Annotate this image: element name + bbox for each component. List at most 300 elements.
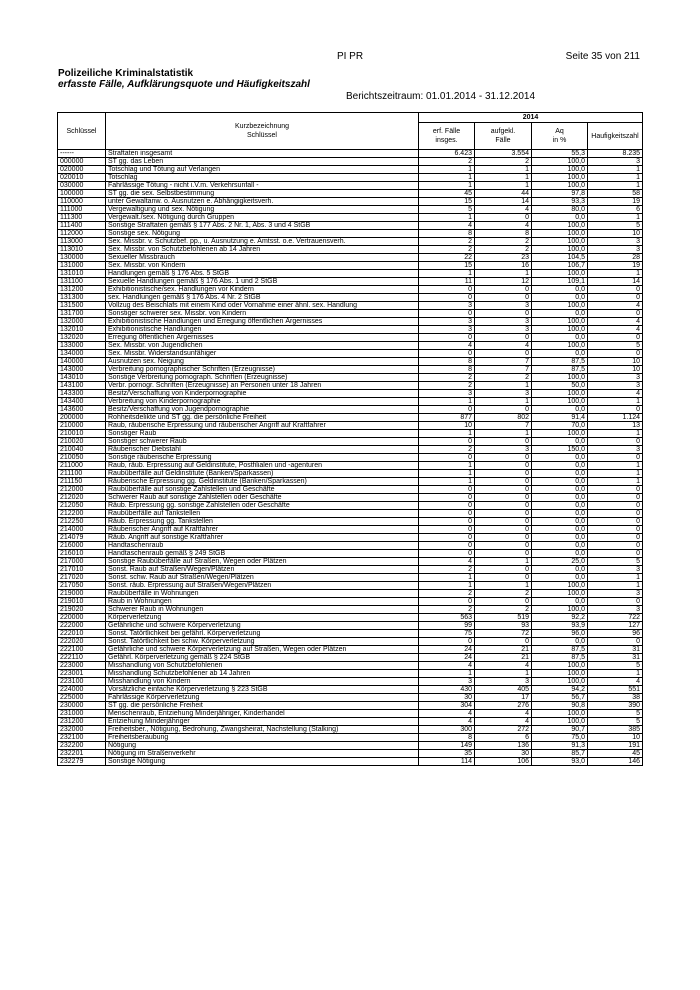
cell-description: Raubüberfälle auf sonstige Zahlstellen und Geschäfte [106,486,419,494]
cell-solved: 0 [475,550,532,558]
cell-frequency: 1.124 [588,414,643,422]
cell-frequency: 1 [588,574,643,582]
cell-description: Räuberische Erpressung gg. Geldinstitute (Banken/Sparkassen) [106,478,419,486]
cell-aq: 100,0 [532,158,588,166]
cell-description: Misshandlung Schutzbefohlener ab 14 Jahren [106,670,419,678]
cell-aq: 0,0 [532,542,588,550]
cell-description: Verbreitung pornographischer Schriften (Erzeugnisse) [106,366,419,374]
cell-description: Sonst. schw. Raub auf Straßen/Wegen/Plätzen [106,574,419,582]
cell-cases: 4 [419,710,475,718]
cell-aq: 100,0 [532,222,588,230]
cell-cases: 15 [419,262,475,270]
table-row [58,702,643,710]
table-row [58,510,643,518]
cell-cases: 75 [419,630,475,638]
cell-cases: 0 [419,598,475,606]
cell-aq: 100,0 [532,662,588,670]
cell-key: 222110 [58,654,106,662]
cell-cases: 0 [419,334,475,342]
cell-description: Freiheitsber., Nötigung, Bedrohung, Zwangsheirat, Nachstellung (Stalking) [106,726,419,734]
cell-key: 143000 [58,366,106,374]
cell-aq: 100,0 [532,606,588,614]
cell-key: 112000 [58,230,106,238]
cell-frequency: 10 [588,366,643,374]
cell-solved: 3 [475,326,532,334]
cell-solved: 1 [475,398,532,406]
cell-solved: 7 [475,358,532,366]
cell-frequency: 3 [588,382,643,390]
cell-description: Menschenraub, Entziehung Minderjähriger, Kinderhandel [106,710,419,718]
table-row [58,334,643,342]
cell-key: 140000 [58,358,106,366]
table-row [58,478,643,486]
cell-aq: 100,0 [532,238,588,246]
cell-frequency: 0 [588,454,643,462]
cell-aq: 87,5 [532,358,588,366]
cell-key: 232200 [58,742,106,750]
cell-description: Sex. Missbr. v. Schutzbef. pp., u. Ausnutzung e. Amtsst. o.e. Vertrauensverh. [106,238,419,246]
cell-description: Sonst. Tatörtlichkeit bei schw. Körperverletzung [106,638,419,646]
cell-cases: 3 [419,390,475,398]
cell-frequency: 146 [588,758,643,766]
cell-aq: 0,0 [532,310,588,318]
cell-cases: 1 [419,478,475,486]
cell-key: 222100 [58,646,106,654]
cell-solved: 1 [475,166,532,174]
cell-key: 222010 [58,630,106,638]
cell-cases: 0 [419,550,475,558]
cell-aq: 94,2 [532,686,588,694]
cell-frequency: 390 [588,702,643,710]
table-row [58,518,643,526]
cell-key: 216010 [58,550,106,558]
cell-key: ------ [58,150,106,158]
cell-cases: 0 [419,486,475,494]
cell-solved: 4 [475,206,532,214]
cell-aq: 0,0 [532,526,588,534]
table-row [58,590,643,598]
cell-key: 219010 [58,598,106,606]
cell-solved: 12 [475,278,532,286]
cell-description: Vergewaltigung und sex. Nötigung [106,206,419,214]
cell-cases: 3 [419,326,475,334]
table-row [58,230,643,238]
cell-frequency: 5 [588,718,643,726]
cell-frequency: 0 [588,350,643,358]
cell-key: 134000 [58,350,106,358]
cell-solved: 1 [475,182,532,190]
cell-key: 214079 [58,534,106,542]
cell-key: 132020 [58,334,106,342]
cell-aq: 100,0 [532,342,588,350]
cell-frequency: 385 [588,726,643,734]
cell-cases: 24 [419,654,475,662]
cell-description: Schwerer Raub auf sonstige Zahlstellen oder Geschäfte [106,494,419,502]
cell-frequency: 0 [588,518,643,526]
table-row [58,382,643,390]
table-row [58,630,643,638]
cell-aq: 0,0 [532,502,588,510]
cell-solved: 0 [475,486,532,494]
cell-description: Freiheitsberaubung [106,734,419,742]
cell-aq: 70,0 [532,422,588,430]
table-row [58,726,643,734]
cell-key: 210010 [58,430,106,438]
table-row [58,286,643,294]
cell-solved: 0 [475,310,532,318]
cell-frequency: 5 [588,222,643,230]
table-row [58,150,643,158]
cell-aq: 0,0 [532,294,588,302]
cell-cases: 0 [419,454,475,462]
cell-description: Sex. Missbr. von Kindern [106,262,419,270]
cell-aq: 91,4 [532,414,588,422]
cell-solved: 1 [475,382,532,390]
table-row [58,734,643,742]
table-row [58,686,643,694]
cell-key: 223000 [58,662,106,670]
cell-solved: 0 [475,286,532,294]
table-row [58,182,643,190]
cell-solved: 0 [475,350,532,358]
cell-aq: 100,0 [532,718,588,726]
cell-key: 143300 [58,390,106,398]
cell-aq: 100,0 [532,390,588,398]
cell-solved: 0 [475,566,532,574]
cell-key: 130000 [58,254,106,262]
cell-description: ST gg. die persönliche Freiheit [106,702,419,710]
cell-description: Besitz/Verschaffung von Kinderpornographie [106,390,419,398]
cell-aq: 75,0 [532,734,588,742]
cell-solved: 0 [475,598,532,606]
cell-cases: 0 [419,286,475,294]
cell-frequency: 5 [588,662,643,670]
cell-solved: 405 [475,686,532,694]
cell-aq: 0,0 [532,462,588,470]
cell-aq: 0,0 [532,286,588,294]
cell-solved: 3 [475,302,532,310]
cell-frequency: 1 [588,470,643,478]
cell-frequency: 4 [588,302,643,310]
cell-cases: 8 [419,230,475,238]
cell-key: 131010 [58,270,106,278]
table-row [58,294,643,302]
table-row [58,694,643,702]
cell-description: Totschlag und Tötung auf Verlangen [106,166,419,174]
cell-frequency: 31 [588,654,643,662]
cell-cases: 1 [419,462,475,470]
cell-solved: 4 [475,662,532,670]
cell-cases: 300 [419,726,475,734]
cell-frequency: 19 [588,262,643,270]
cell-key: 217020 [58,574,106,582]
cell-description: Misshandlung von Kindern [106,678,419,686]
cell-frequency: 0 [588,526,643,534]
cell-frequency: 3 [588,158,643,166]
cell-solved: 0 [475,510,532,518]
report-period: Berichtszeitraum: 01.01.2014 - 31.12.2014 [346,91,536,102]
cell-frequency: 0 [588,550,643,558]
cell-solved: 3 [475,390,532,398]
cell-solved: 1 [475,270,532,278]
cell-frequency: 4 [588,390,643,398]
table-row [58,262,643,270]
cell-key: 143010 [58,374,106,382]
cell-key: 110000 [58,198,106,206]
cell-frequency: 1 [588,582,643,590]
cell-description: Ausnutzen sex. Neigung [106,358,419,366]
cell-solved: 0 [475,406,532,414]
cell-aq: 100,0 [532,678,588,686]
cell-aq: 97,8 [532,190,588,198]
table-row [58,662,643,670]
cell-key: 231000 [58,710,106,718]
cell-key: 220000 [58,614,106,622]
cell-key: 200000 [58,414,106,422]
cell-aq: 56,7 [532,694,588,702]
cell-description: Sonst. räub. Erpressung auf Straßen/Wegen/Plätzen [106,582,419,590]
table-row [58,158,643,166]
cell-description: Räuberischer Diebstahl [106,446,419,454]
cell-solved: 4 [475,342,532,350]
cell-key: 113010 [58,246,106,254]
cell-frequency: 31 [588,646,643,654]
cell-frequency: 5 [588,710,643,718]
report-subtitle: erfasste Fälle, Aufklärungsquote und Häufigkeitszahl [58,79,310,90]
table-row [58,374,643,382]
cell-frequency: 3 [588,606,643,614]
cell-aq: 0,0 [532,470,588,478]
cell-aq: 100,0 [532,590,588,598]
cell-cases: 11 [419,278,475,286]
cell-aq: 109,1 [532,278,588,286]
cell-key: 224000 [58,686,106,694]
table-row [58,462,643,470]
table-row [58,742,643,750]
cell-key: 231200 [58,718,106,726]
cell-cases: 5 [419,206,475,214]
cell-frequency: 8.235 [588,150,643,158]
cell-cases: 1 [419,430,475,438]
cell-cases: 149 [419,742,475,750]
cell-description: Raub, räuberische Erpressung und räuberischer Angriff auf Kraftfahrer [106,422,419,430]
cell-solved: 0 [475,334,532,342]
cell-aq: 0,0 [532,350,588,358]
table-row [58,622,643,630]
cell-solved: 21 [475,646,532,654]
page-number: Seite 35 von 211 [565,51,640,62]
cell-description: Entziehung Minderjähriger [106,718,419,726]
cell-solved: 3 [475,446,532,454]
cell-cases: 2 [419,238,475,246]
cell-cases: 0 [419,510,475,518]
cell-key: 222020 [58,638,106,646]
cell-solved: 3.554 [475,150,532,158]
cell-description: Gefährliche und schwere Körperverletzung [106,622,419,630]
column-header-cases-line1: erf. Fälle [432,128,461,135]
cell-aq: 100,0 [532,318,588,326]
cell-cases: 10 [419,422,475,430]
cell-solved: 6 [475,734,532,742]
cell-aq: 100,0 [532,174,588,182]
cell-frequency: 722 [588,614,643,622]
cell-key: 214000 [58,526,106,534]
table-row [58,534,643,542]
cell-aq: 0,0 [532,494,588,502]
cell-solved: 272 [475,726,532,734]
cell-key: 225000 [58,694,106,702]
cell-cases: 2 [419,590,475,598]
cell-solved: 1 [475,670,532,678]
cell-description: Vorsätzliche einfache Körperverletzung § 223 StGB [106,686,419,694]
cell-solved: 0 [475,574,532,582]
cell-cases: 0 [419,542,475,550]
cell-aq: 80,0 [532,206,588,214]
cell-key: 210020 [58,438,106,446]
cell-frequency: 3 [588,246,643,254]
cell-description: Körperverletzung [106,614,419,622]
column-header-solved-line2: Fälle [495,137,511,144]
cell-description: Räub. Erpressung gg. sonstige Zahlstellen oder Geschäfte [106,502,419,510]
cell-aq: 100,0 [532,182,588,190]
cell-solved: 0 [475,534,532,542]
column-header-aq-line2: in % [552,137,567,144]
cell-key: 211150 [58,478,106,486]
cell-cases: 430 [419,686,475,694]
cell-aq: 100,0 [532,166,588,174]
table-row [58,758,643,766]
cell-frequency: 0 [588,638,643,646]
cell-frequency: 28 [588,254,643,262]
table-row [58,646,643,654]
table-row [58,398,643,406]
cell-key: 211000 [58,462,106,470]
cell-key: 219000 [58,590,106,598]
cell-aq: 87,5 [532,646,588,654]
cell-description: Exhibitionistische Handlungen und Erregung öffentlichen Ärgernisses [106,318,419,326]
cell-description: Sonst. Tatörtlichkeit bei gefährl. Körperverletzung [106,630,419,638]
table-row [58,750,643,758]
cell-cases: 0 [419,518,475,526]
cell-frequency: 3 [588,566,643,574]
cell-cases: 6.423 [419,150,475,158]
table-row [58,566,643,574]
cell-frequency: 127 [588,622,643,630]
table-row [58,326,643,334]
table-row [58,302,643,310]
cell-key: 131700 [58,310,106,318]
cell-frequency: 58 [588,190,643,198]
cell-cases: 0 [419,310,475,318]
cell-key: 216000 [58,542,106,550]
table-row [58,406,643,414]
cell-description: Handtaschenraub gemäß § 249 StGB [106,550,419,558]
cell-solved: 0 [475,214,532,222]
cell-frequency: 96 [588,630,643,638]
cell-description: Vollzug des Beischlafs mit einem Kind oder Vornahme einer ähnl. sex. Handlung [106,302,419,310]
cell-cases: 2 [419,374,475,382]
table-row [58,582,643,590]
table-row [58,598,643,606]
cell-aq: 100,0 [532,270,588,278]
cell-description: Sex. Missbr. von Jugendlichen [106,342,419,350]
cell-aq: 0,0 [532,550,588,558]
table-row [58,166,643,174]
cell-cases: 4 [419,558,475,566]
cell-description: Gefährliche und schwere Körperverletzung auf Straßen, Wegen oder Plätzen [106,646,419,654]
table-row [58,654,643,662]
cell-description: Handlungen gemäß § 176 Abs. 5 StGB [106,270,419,278]
cell-key: 211100 [58,470,106,478]
cell-cases: 0 [419,534,475,542]
cell-frequency: 14 [588,278,643,286]
cell-aq: 0,0 [532,534,588,542]
cell-cases: 1 [419,670,475,678]
cell-aq: 0,0 [532,486,588,494]
cell-cases: 2 [419,382,475,390]
cell-aq: 106,7 [532,262,588,270]
cell-frequency: 1 [588,166,643,174]
cell-key: 210050 [58,454,106,462]
cell-key: 212050 [58,502,106,510]
cell-solved: 0 [475,494,532,502]
cell-frequency: 0 [588,310,643,318]
cell-cases: 0 [419,294,475,302]
table-row [58,342,643,350]
cell-aq: 100,0 [532,670,588,678]
cell-frequency: 551 [588,686,643,694]
cell-key: 132000 [58,318,106,326]
report-title: Polizeiliche Kriminalstatistik [58,68,194,79]
cell-frequency: 4 [588,678,643,686]
cell-key: 111300 [58,214,106,222]
table-row [58,390,643,398]
cell-cases: 1 [419,270,475,278]
column-header-description [106,113,419,150]
cell-description: Exhibitionistische/sex. Handlungen vor Kindern [106,286,419,294]
cell-solved: 0 [475,478,532,486]
cell-key: 217000 [58,558,106,566]
cell-aq: 0,0 [532,518,588,526]
table-row [58,606,643,614]
cell-aq: 0,0 [532,574,588,582]
cell-cases: 2 [419,566,475,574]
column-header-frequency: Haufigkeitszahl [588,123,643,150]
cell-aq: 100,0 [532,430,588,438]
cell-description: Besitz/Verschaffung von Jugendpornographie [106,406,419,414]
cell-aq: 0,0 [532,566,588,574]
table-row [58,270,643,278]
cell-frequency: 5 [588,342,643,350]
cell-solved: 0 [475,526,532,534]
cell-frequency: 0 [588,486,643,494]
cell-solved: 1 [475,558,532,566]
cell-solved: 0 [475,454,532,462]
cell-solved: 136 [475,742,532,750]
cell-key: 000000 [58,158,106,166]
cell-frequency: 1 [588,430,643,438]
cell-aq: 87,5 [532,366,588,374]
column-header-year: 2014 [419,113,643,123]
column-header-description-line1: Kurzbezeichnung [234,123,290,130]
cell-frequency: 0 [588,294,643,302]
cell-cases: 22 [419,254,475,262]
column-header-key: Schlüssel [58,113,106,150]
cell-frequency: 4 [588,318,643,326]
cell-frequency: 1 [588,182,643,190]
cell-description: Raubüberfälle auf Geldinstitute (Banken/Sparkassen) [106,470,419,478]
cell-solved: 0 [475,470,532,478]
